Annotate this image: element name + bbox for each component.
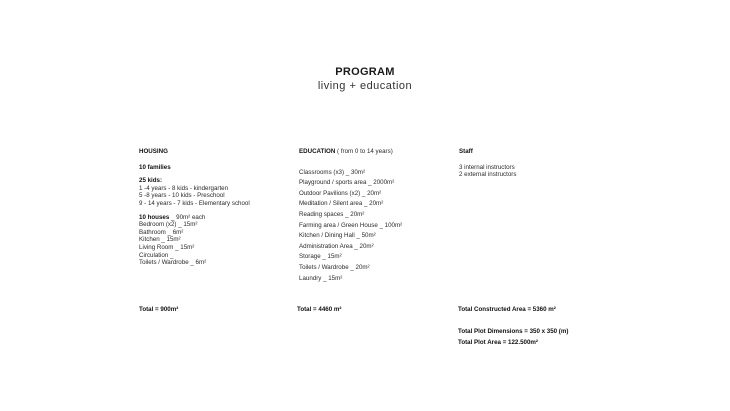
housing-families: 10 families	[139, 163, 171, 171]
housing-room: Bedroom (x2) _ 15m²	[139, 221, 198, 229]
staff-column	[459, 148, 516, 179]
housing-room: Bathroom _ 6m²	[139, 228, 184, 236]
housing-houses	[139, 214, 250, 222]
education-item: Laundry _ 15m²	[299, 274, 343, 282]
page-title: PROGRAM	[335, 66, 395, 78]
education-heading	[299, 148, 402, 156]
education-column	[299, 148, 402, 284]
education-item: Classrooms (x3) _ 30m²	[299, 168, 366, 176]
housing-kids-label: 25 kids:	[139, 177, 163, 185]
housing-room: Living Room _ 15m²	[139, 243, 195, 251]
education-item: Farming area / Green House _ 100m²	[299, 221, 403, 229]
housing-room: Toilets / Wardrobe _ 6m²	[139, 259, 207, 267]
education-item: Playground / sports area _ 2000m²	[299, 179, 395, 187]
staff-heading: Staff	[459, 148, 473, 155]
housing-kids-item: 1 -4 years - 8 kids - kindergarten	[139, 184, 229, 192]
housing-column	[139, 148, 250, 267]
housing-kids-item: 5 -8 years - 10 kids - Preschool	[139, 192, 225, 200]
education-item: Meditation / Silent area _ 20m²	[299, 200, 384, 208]
housing-room: Kitchen _ 15m²	[139, 236, 181, 244]
housing-kids-item: 9 - 14 years - 7 kids - Elementary school	[139, 199, 250, 207]
education-heading-label: EDUCATION	[299, 148, 336, 155]
housing-total: Total = 900m²	[139, 306, 179, 313]
staff-item: 3 internal instructors	[459, 163, 515, 171]
education-item: Outdoor Pavilions (x2) _ 20m²	[299, 189, 382, 197]
page-subtitle: living + education	[317, 80, 413, 92]
housing-heading: HOUSING	[139, 148, 168, 155]
education-item: Storage _ 15m²	[299, 253, 342, 261]
staff-item: 2 external instructors	[459, 171, 517, 179]
staff-plot-area: Total Plot Area = 122.500m²	[458, 339, 538, 346]
housing-houses-detail: _ 90m² each	[169, 213, 206, 221]
housing-houses-label: 10 houses	[139, 213, 170, 221]
education-item: Toilets / Wardrobe _ 20m²	[299, 263, 370, 271]
education-total: Total = 4460 m²	[297, 306, 342, 313]
education-item: Administration Area _ 20m²	[299, 242, 374, 250]
staff-total-constructed: Total Constructed Area = 5360 m²	[458, 306, 556, 313]
education-item: Kitchen / Dining Hall _ 50m²	[299, 232, 376, 240]
education-heading-note: ( from 0 to 14 years)	[335, 148, 393, 155]
housing-room: Circulation _	[139, 251, 174, 259]
staff-plot-dimensions: Total Plot Dimensions = 350 x 350 (m)	[458, 328, 569, 335]
education-item: Reading spaces _ 20m²	[299, 210, 365, 218]
